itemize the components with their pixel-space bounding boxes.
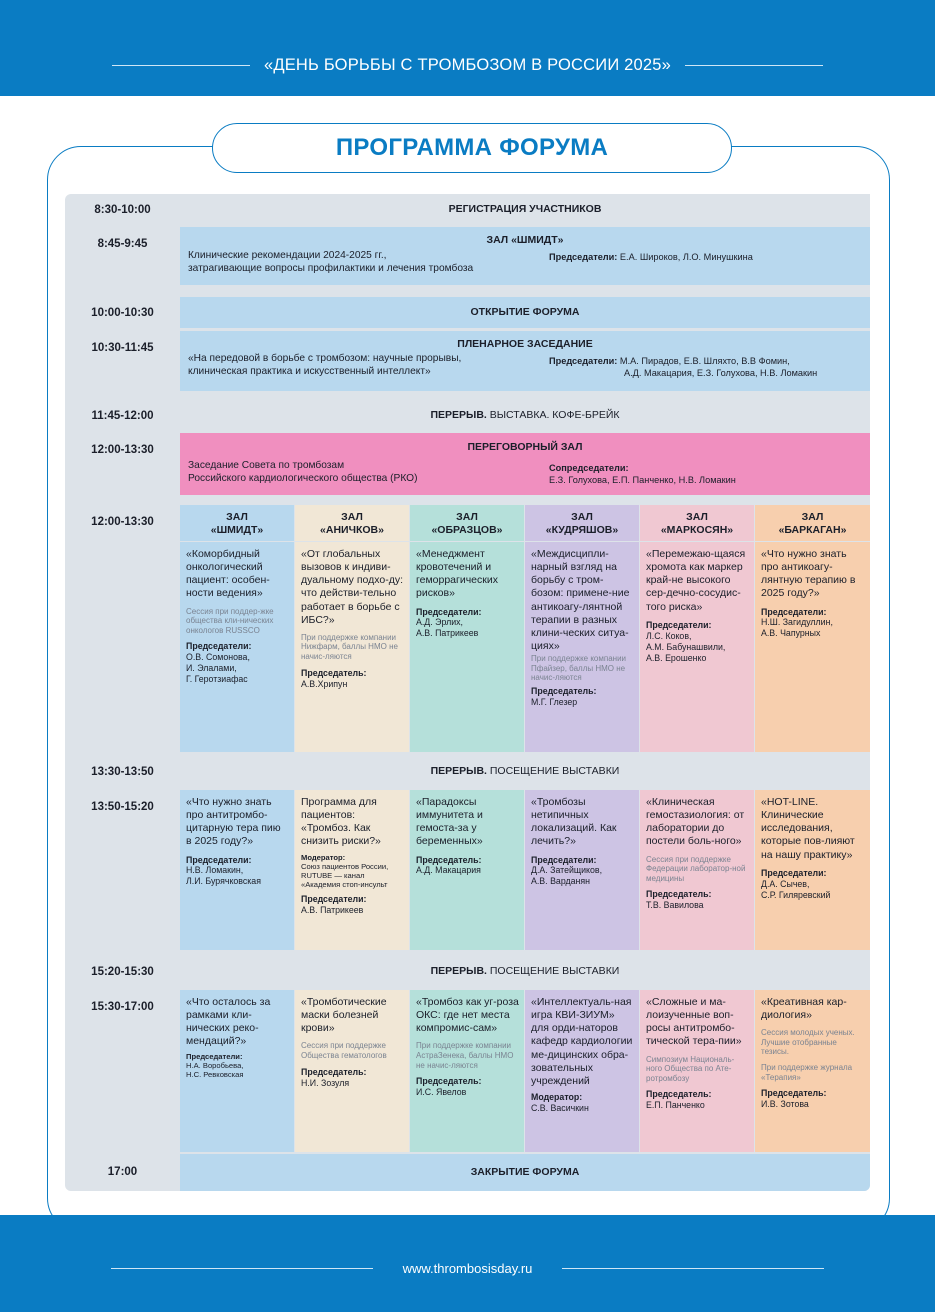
break-label: ПЕРЕРЫВ.: [430, 408, 487, 421]
break-label: ПЕРЕРЫВ.: [430, 964, 487, 977]
chairs-names: А.В. Патрикеев: [301, 904, 364, 915]
hall-header-schmidt: ЗАЛ «ШМИДТ»: [180, 505, 294, 541]
topic-line: Заседание Совета по тромбозам: [188, 460, 345, 471]
session-title: «Перемежаю-щаяся хромота как маркер край-не высокого сер-дечно-сосудис-того риска»: [646, 548, 746, 613]
chairs-names: Д.А. Сычев, С.Р. Гиляревский: [761, 878, 831, 900]
chairs-label: Председатель:: [531, 685, 597, 696]
chairs-names: Л.С. Коков, А.М. Бабунашвили, А.В. Ерошенко: [646, 630, 726, 663]
break-row: [180, 756, 870, 787]
session-topic: [188, 460, 418, 486]
plenary-session: [180, 331, 870, 391]
session-card: [180, 790, 294, 950]
negotiation-session: [180, 433, 870, 495]
plenary-title: ПЛЕНАРНОЕ ЗАСЕДАНИЕ: [457, 338, 593, 350]
topic-line: затрагивающие вопросы профилактики и лечения тромбоза: [188, 262, 474, 274]
hall-header-kudryashov: ЗАЛ «КУДРЯШОВ»: [525, 505, 639, 541]
chairs-names: А.Д. Эрлих, А.В. Патрикеев: [416, 617, 479, 639]
time-cell: 8:45-9:45: [97, 238, 148, 250]
session-topic: [188, 250, 473, 276]
session-title: «Междисципли-нарный взгляд на борьбу с тром-бозом: примене-ние антикоагу-лянтной терапии в разных клини-ческих ситуа-циях»: [531, 548, 630, 652]
footer-left-line: [111, 1268, 373, 1269]
schedule-table: [65, 194, 870, 1191]
website-link[interactable]: www.thrombosisday.ru: [402, 1261, 533, 1276]
moderator-names: С.В. Васичкин: [531, 1102, 589, 1113]
chairs-label: Председатель:: [646, 1089, 712, 1100]
chairs-label: Председатели:: [549, 252, 618, 262]
topic-line: Российского кардиологического общества (РКО): [188, 472, 418, 484]
break-row: [180, 956, 870, 987]
hall-header-anichkov: ЗАЛ «АНИЧКОВ»: [295, 505, 409, 541]
session-title: «Сложные и ма-лоизученные воп-росы антитромбо-тической тера-пии»: [646, 996, 742, 1048]
session-card: [410, 990, 524, 1152]
chairs-names: Н.В. Ломакин, Л.И. Бурячковская: [186, 865, 261, 887]
chairs-label: Председатели:: [761, 867, 827, 878]
hall-title: ПЕРЕГОВОРНЫЙ ЗАЛ: [467, 441, 583, 453]
hall-header-obraztsov: ЗАЛ «ОБРАЗЦОВ»: [410, 505, 524, 541]
session-title: «Интеллектуаль-ная игра КВИ-ЗИУМ» для орди-наторов кафедр кардиологии ме-дицинских обра-зовательных учреждений: [531, 996, 633, 1087]
chairs-names: Е.З. Голухова, Е.П. Панченко, Н.В. Ломакин: [549, 474, 736, 485]
break-row: [180, 400, 870, 431]
session-note: Симпозиум Националь-ного Общества по Ате-ротромбозу: [646, 1054, 735, 1083]
chairs-names: И.С. Явелов: [416, 1087, 467, 1098]
time-cell-empty: [65, 542, 180, 752]
session-card: [525, 990, 639, 1152]
session-title: «Тромбозы нетипичных локализаций. Как лечить?»: [531, 796, 617, 848]
session-chairs: [549, 463, 736, 487]
session-chairs: [549, 356, 817, 380]
session-card: [410, 542, 524, 752]
time-cell: 15:20-15:30: [91, 966, 154, 978]
time-cell: 17:00: [107, 1166, 138, 1178]
session-card: [640, 790, 754, 950]
time-cell: 15:30-17:00: [91, 1001, 154, 1013]
program-title-pill: [212, 123, 732, 173]
program-title: ПРОГРАММА ФОРУМА: [335, 134, 609, 161]
session-note: Сессия при поддержке Общества гематологов: [301, 1041, 387, 1060]
session-title: «Менеджмент кровотечений и геморрагических рисков»: [416, 548, 498, 600]
chairs-names: Н.Ш. Загидуллин, А.В. Чапурных: [761, 617, 833, 639]
moderator-label: Модератор:: [531, 1091, 583, 1102]
chairs-label: Председатели:: [301, 893, 367, 904]
chairs-names: Е.А. Широков, Л.О. Минушкина: [619, 252, 753, 262]
chairs-label: Председатели:: [416, 606, 482, 617]
session-title: «От глобальных вызовов к индиви-дуальному подхо-ду: что действи-тельно работает в борьбе с ИБС?»: [301, 548, 404, 626]
chairs-label: Председатель:: [416, 854, 482, 865]
schmidt-early-session: [180, 227, 870, 285]
session-note: При поддержке компании Пфайзер, баллы НМО не начис-ляются: [531, 654, 627, 683]
session-title: «Что нужно знать про антитромбо-цитарную тера пию в 2025 году?»: [186, 796, 281, 848]
session-card: [640, 542, 754, 752]
session-title: «Что осталось за рамками кли-нических реко-мендаций?»: [186, 996, 271, 1048]
chairs-names: А.Д. Макацария: [416, 865, 481, 876]
topic-line: «На передовой в борьбе с тромбозом: научные прорывы,: [188, 353, 462, 364]
moderator-names: Союз пациентов России, RUTUBE — канал «Академия стоп-инсульт: [301, 861, 389, 889]
session-note: При поддержке журнала «Терапия»: [761, 1063, 853, 1082]
chairs-label: Председатель:: [646, 889, 712, 900]
chairs-label: Председатели:: [646, 619, 712, 630]
session-topic: [188, 353, 461, 379]
chairs-names: А.В.Хрипун: [301, 678, 348, 689]
chairs-label: Председатель:: [301, 667, 367, 678]
topic-line: Клинические рекомендации 2024-2025 гг.,: [188, 250, 387, 261]
chairs-names: Д.А. Затейщиков, А.В. Варданян: [531, 865, 603, 887]
session-card: [180, 990, 294, 1152]
chairs-label: Председатель:: [301, 1066, 367, 1077]
topic-line: клиническая практика и искусственный интеллект»: [188, 365, 431, 377]
session-title: «Тромбоз как уг-роза ОКС: где нет места компромис-сам»: [416, 996, 519, 1035]
chairs-label: Председатели:: [531, 854, 597, 865]
session-title: «Парадоксы иммунитета и гемоста-за у беременных»: [416, 796, 483, 848]
chairs-names: И.В. Зотова: [761, 1099, 809, 1110]
session-card: [640, 990, 754, 1152]
session-title: «Тромботические маски болезней крови»: [301, 996, 387, 1035]
time-cell: 13:30-13:50: [91, 766, 154, 778]
chairs-names: Н.И. Зозуля: [301, 1077, 350, 1088]
chairs-names: М.Г. Глезер: [531, 696, 578, 707]
chairs-names: А.Д. Макацария, Е.З. Голухова, Н.В. Ломакин: [624, 367, 818, 378]
session-card: [755, 790, 870, 950]
break-text: ПОСЕЩЕНИЕ ВЫСТАВКИ: [486, 964, 620, 977]
opening-row: ОТКРЫТИЕ ФОРУМА: [180, 297, 870, 328]
hall-header-barkagan: ЗАЛ «БАРКАГАН»: [755, 505, 870, 541]
chairs-label: Председатель:: [416, 1076, 482, 1087]
closing-row: ЗАКРЫТИЕ ФОРУМА: [180, 1154, 870, 1191]
session-title: «HOT-LINE. Клинические исследования, которые пов-лияют на нашу практику»: [761, 796, 855, 861]
time-cell: 10:30-11:45: [91, 342, 154, 354]
chairs-label: Председатели:: [186, 854, 252, 865]
session-note: Сессия молодых ученых. Лучшие отобранные тезисы.: [761, 1028, 855, 1057]
time-cell: 12:00-13:30: [91, 516, 154, 528]
chairs-label: Председатели:: [186, 641, 252, 652]
break-text: ПОСЕЩЕНИЕ ВЫСТАВКИ: [486, 764, 620, 777]
session-title: «Креативная кар-диология»: [761, 996, 847, 1022]
session-note: Сессия при поддержке Федерации лаборатор-ной медицины: [646, 854, 746, 883]
footer-right-line: [562, 1268, 824, 1269]
session-chairs: [549, 252, 753, 264]
header-left-line: [112, 65, 250, 66]
chairs-names: О.В. Сомонова, И. Элалами, Г. Геротзиафас: [186, 652, 250, 685]
time-cell: 13:50-15:20: [91, 801, 154, 813]
session-card: [525, 542, 639, 752]
header-right-line: [685, 65, 823, 66]
time-cell: 11:45-12:00: [91, 410, 154, 422]
session-title: «Что нужно знать про антикоагу-лянтную терапию в 2025 году?»: [761, 548, 856, 600]
session-card: [410, 790, 524, 950]
session-card: [295, 790, 409, 950]
time-cell: 12:00-13:30: [91, 444, 154, 456]
event-title: «ДЕНЬ БОРЬБЫ С ТРОМБОЗОМ В РОССИИ 2025»: [263, 56, 672, 74]
chairs-label: Председатели:: [186, 1051, 243, 1061]
chairs-names: М.А. Пирадов, Е.В. Шляхто, В.В Фомин,: [619, 356, 790, 366]
chairs-label: Председатель:: [761, 1088, 827, 1099]
chairs-names: Т.В. Вавилова: [646, 900, 704, 911]
registration-row: РЕГИСТРАЦИЯ УЧАСТНИКОВ: [180, 194, 870, 225]
session-card: [295, 542, 409, 752]
chairs-label: Председатели:: [549, 356, 618, 366]
chairs-label: Сопредседатели:: [549, 463, 629, 473]
header-band: [0, 0, 935, 96]
break-label: ПЕРЕРЫВ.: [430, 764, 487, 777]
session-note: При поддержке компании АстраЗенека, баллы НМО не начис-ляются: [416, 1041, 514, 1070]
break-text: ВЫСТАВКА. КОФЕ-БРЕЙК: [486, 408, 620, 421]
hall-title: ЗАЛ «ШМИДТ»: [486, 234, 564, 246]
session-card: [295, 990, 409, 1152]
hall-header-markosyan: ЗАЛ «МАРКОСЯН»: [640, 505, 754, 541]
session-title: Программа для пациентов: «Тромбоз. Как снизить риски?»: [301, 796, 381, 848]
chairs-names: Н.А. Воробьева, Н.С. Ревковская: [186, 1060, 244, 1079]
session-title: «Клиническая гемостазиология: от лаборатории до постели боль-ного»: [646, 796, 745, 848]
footer-band: [0, 1215, 935, 1312]
chairs-label: Председатели:: [761, 606, 827, 617]
session-note: При поддержке компании Нижфарм, баллы НМО не начис-ляются: [301, 632, 398, 661]
time-cell: 8:30-10:00: [94, 204, 151, 216]
moderator-label: Модератор:: [301, 852, 346, 862]
session-title: «Коморбидный онкологический пациент: особен-ности ведения»: [186, 548, 270, 600]
session-card: [525, 790, 639, 950]
session-note: Сессия при поддер-жке общества кли-нических онкологов RUSSCO: [186, 606, 274, 635]
session-card: [755, 990, 870, 1152]
time-cell: 10:00-10:30: [91, 307, 154, 319]
session-card: [180, 542, 294, 752]
chairs-names: Е.П. Панченко: [646, 1100, 705, 1111]
session-card: [755, 542, 870, 752]
